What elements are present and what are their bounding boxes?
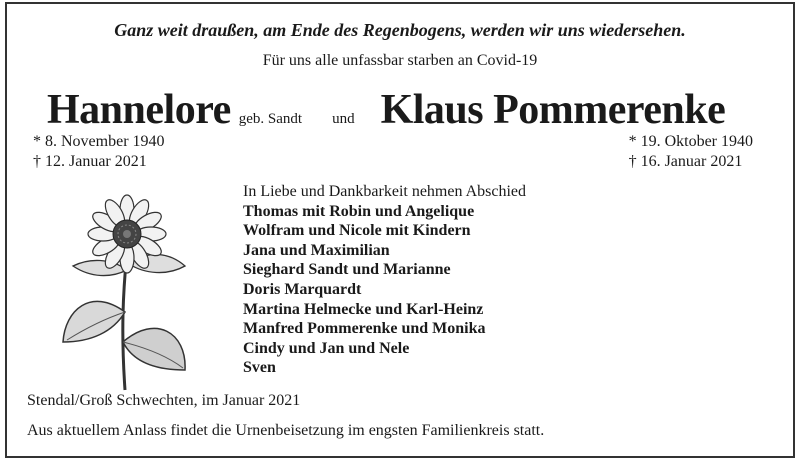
person1-name: Hannelore (47, 87, 231, 133)
place-date-text: Stendal/Groß Schwechten, im Januar 2021 (27, 392, 301, 409)
deceased-names (47, 86, 725, 134)
mourner-item: Jana und Maximilian (243, 241, 390, 259)
mourner-item: Cindy und Jan und Nele (243, 339, 410, 357)
mourners-block (243, 182, 526, 378)
sunflower-icon (51, 192, 201, 392)
person1-maiden-name: geb. Sandt (238, 111, 303, 127)
person2-birth: * 19. Oktober 1940 (628, 133, 753, 150)
mourner-item: Wolfram und Nicole mit Kindern (243, 222, 471, 240)
intro-text: Für uns alle unfassbar starben an Covid-19 (262, 52, 538, 69)
mourners-intro: In Liebe und Dankbarkeit nehmen Abschied (243, 183, 527, 200)
mourner-item: Sven (243, 359, 276, 377)
mourner-item: Thomas mit Robin und Angelique (243, 202, 475, 220)
person2-dates (629, 132, 753, 172)
mourner-item: Sieghard Sandt und Marianne (243, 261, 451, 279)
person1-dates (33, 132, 165, 172)
person2-death: † 16. Januar 2021 (628, 153, 743, 170)
person1-death: † 12. Januar 2021 (33, 153, 147, 170)
burial-note: Aus aktuellem Anlass findet die Urnenbeisetzung im engsten Familienkreis statt. (27, 422, 545, 439)
connector-text: und (332, 111, 355, 127)
motto-text: Ganz weit draußen, am Ende des Regenbogens, werden wir uns wiedersehen. (114, 20, 686, 40)
person2-name: Klaus Pommerenke (380, 87, 726, 133)
person1-birth: * 8. November 1940 (33, 133, 165, 150)
mourner-item: Manfred Pommerenke und Monika (243, 320, 486, 338)
mourner-item: Martina Helmecke und Karl-Heinz (243, 300, 484, 318)
mourner-item: Doris Marquardt (243, 280, 362, 298)
obituary-card (5, 2, 795, 458)
